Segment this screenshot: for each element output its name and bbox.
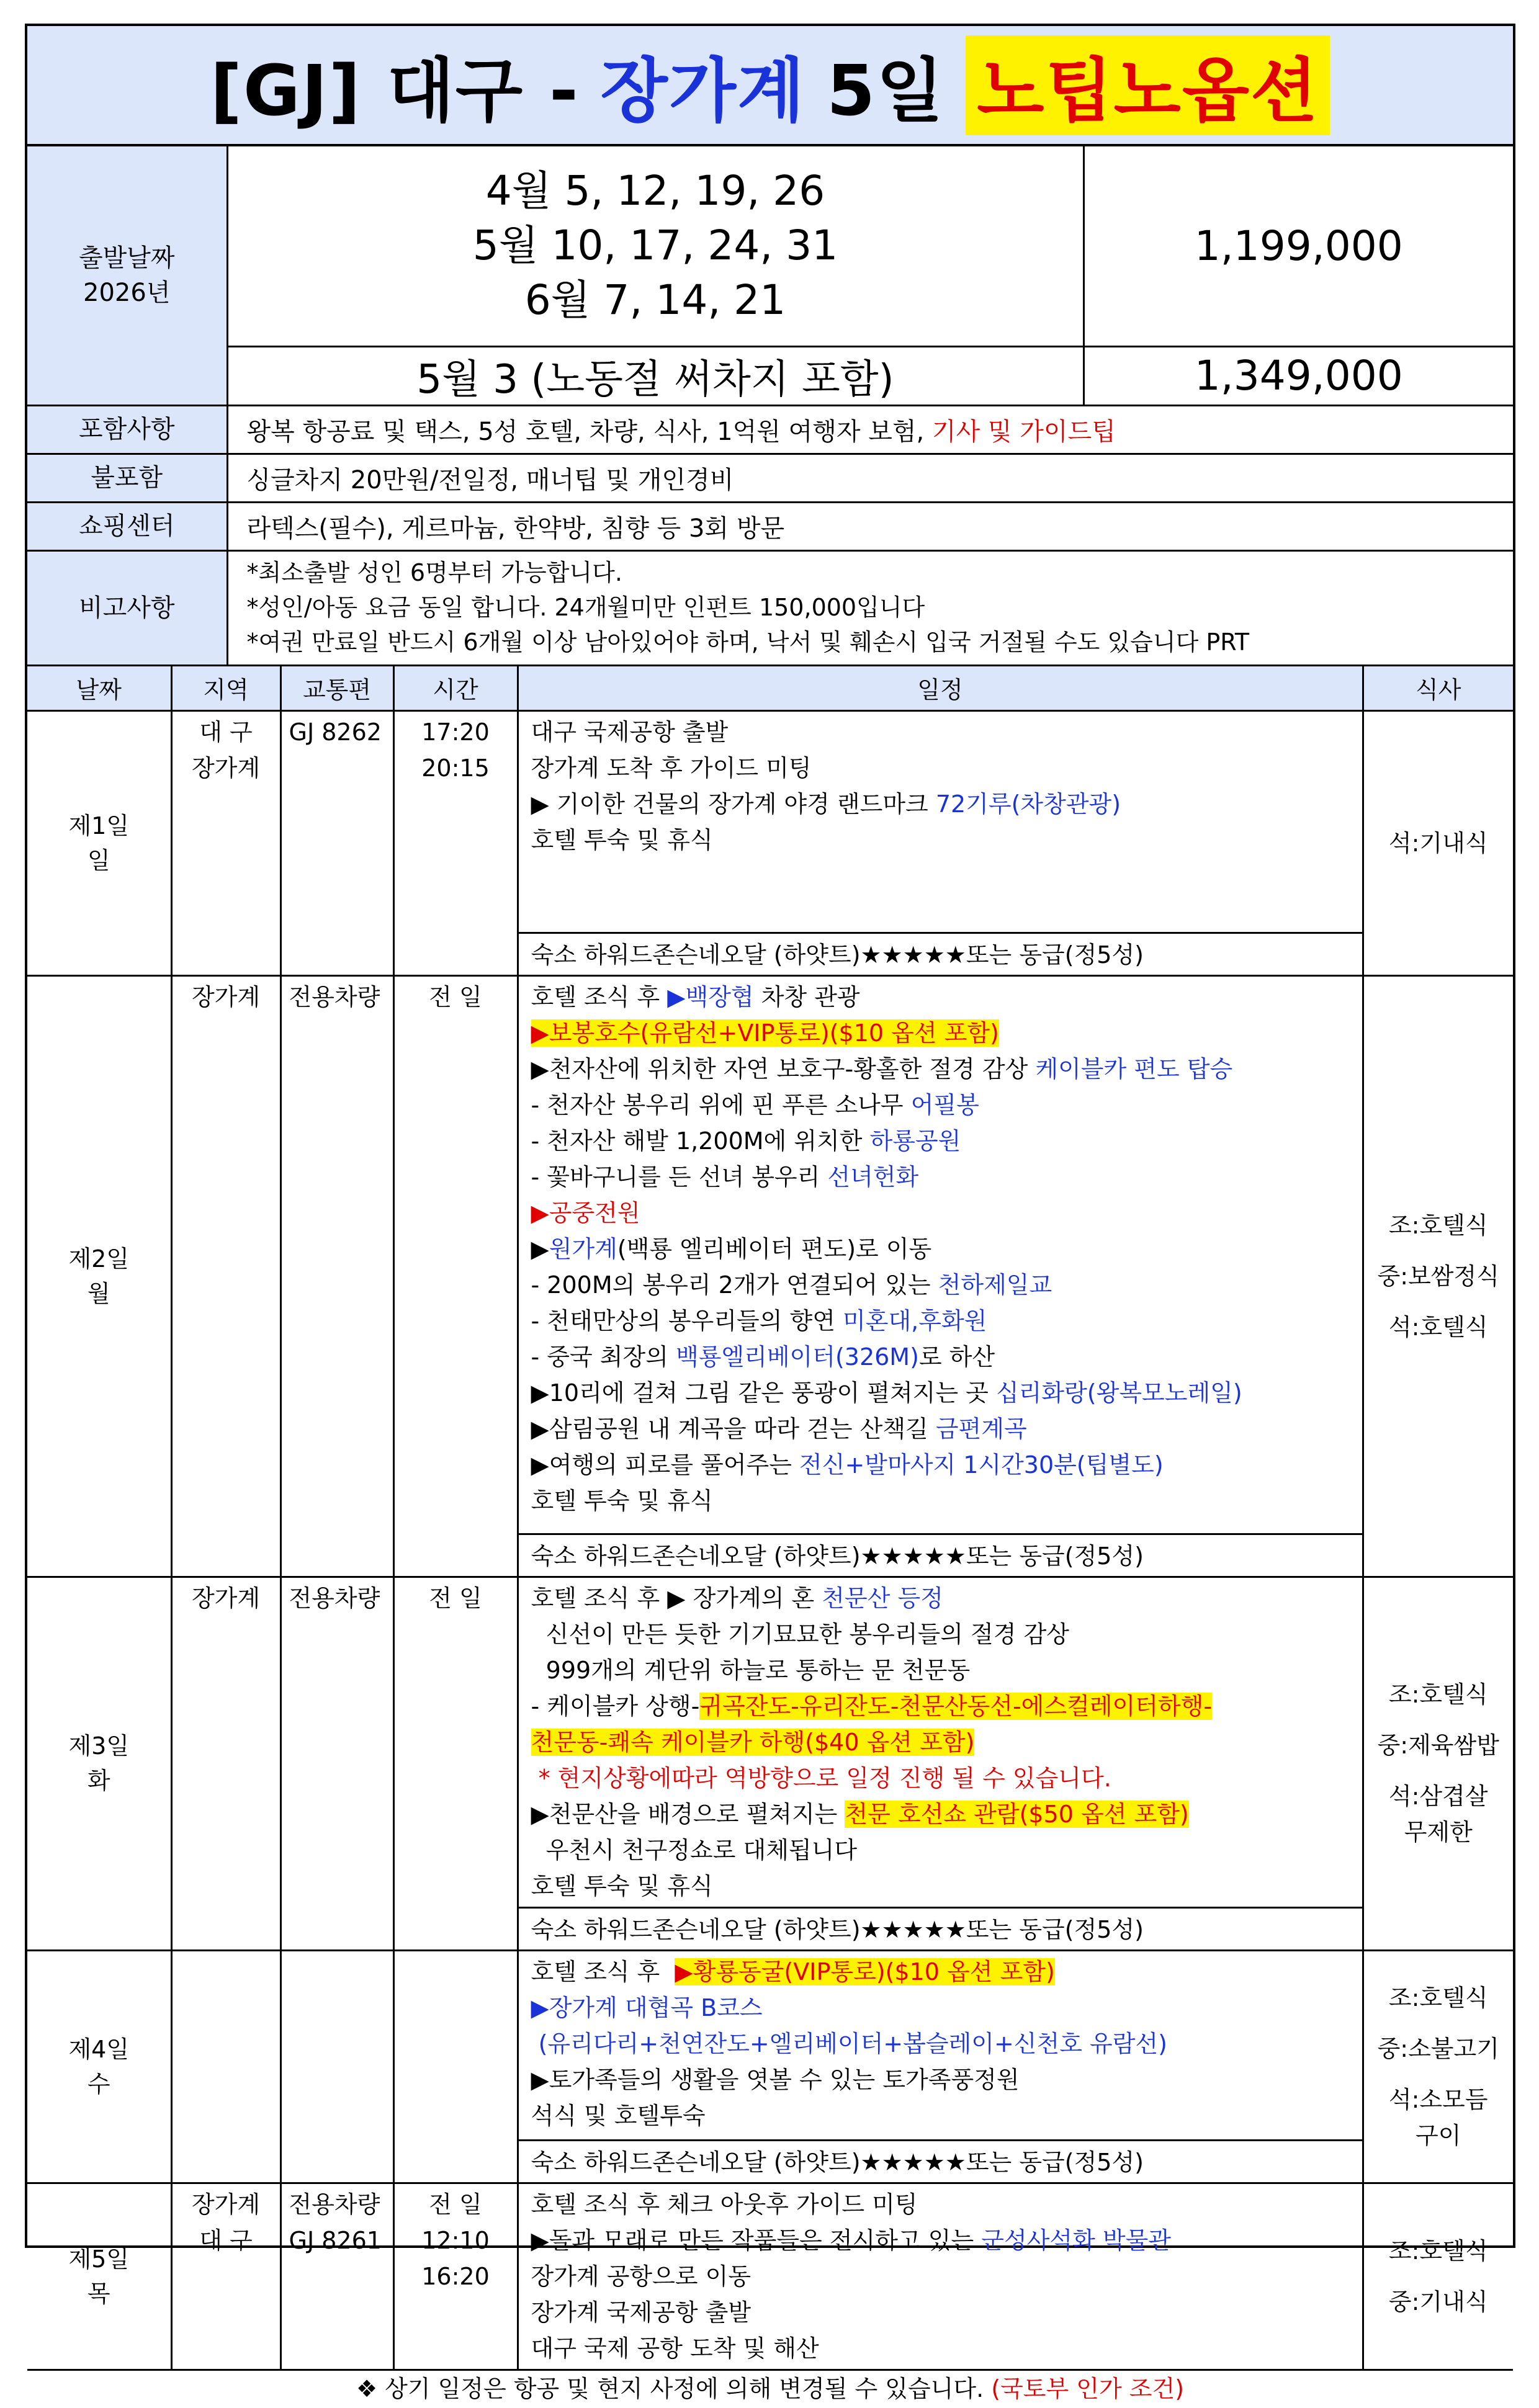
itinerary-text: ▶황룡동굴(VIP통로)($10 옵션 포함)	[675, 1958, 1055, 1985]
itinerary-line	[531, 1580, 1362, 1616]
transport-cell	[280, 1950, 393, 2183]
notes-text	[227, 550, 1513, 665]
meal-line: 석:호텔식	[1388, 1313, 1488, 1341]
special-date: 5월 3 (노동절 써차지 포함)	[227, 346, 1084, 405]
itinerary-text: 원가계	[549, 1235, 617, 1263]
meals-cell	[1363, 1950, 1513, 2183]
meals-cell	[1363, 2183, 1513, 2370]
title-badge: 노팁노옵션	[966, 35, 1330, 135]
time-line: 전 일	[429, 983, 482, 1011]
header-date: 날짜	[27, 666, 171, 711]
itinerary-text: - 중국 최장의	[531, 1343, 676, 1371]
transport-line: GJ 8262	[289, 718, 382, 746]
itinerary-text: 대구 국제 공항 도착 및 해산	[531, 2334, 819, 2362]
itinerary-text: 케이블카 편도 탑승	[1035, 1055, 1233, 1083]
region-cell	[171, 2183, 280, 2370]
itinerary-text: - 천자산 봉우리 위에 핀 푸른 소나무	[531, 1091, 911, 1119]
itinerary-line	[531, 1724, 1362, 1760]
date-line: 4월 5, 12, 19, 26	[485, 167, 825, 215]
meal-line	[1364, 1243, 1514, 1258]
itinerary-text: 석식 및 호텔투숙	[531, 2101, 706, 2129]
itinerary-text: ▶토가족들의 생활을 엿볼 수 있는 토가족풍정원	[531, 2066, 1020, 2093]
region-cell	[171, 1577, 280, 1950]
meal-line	[1364, 2016, 1514, 2031]
itinerary-line	[531, 1051, 1362, 1087]
departure-label: 출발날짜 2026년	[27, 146, 227, 405]
itinerary-text: 호텔 투숙 및 휴식	[531, 1487, 713, 1515]
itinerary-line	[531, 1832, 1362, 1868]
itinerary-line	[531, 822, 1362, 858]
shopping-text: 라텍스(필수), 게르마늄, 한약방, 침향 등 3회 방문	[227, 502, 1513, 550]
title-route: [GJ] 대구 -	[210, 50, 580, 132]
meal-line: 조:호텔식	[1388, 1984, 1488, 2012]
meal-line: 무제한	[1404, 1819, 1473, 1846]
itinerary-text: 999개의 계단위 하늘로 통하는 문 천문동	[531, 1656, 971, 1684]
meals-cell	[1363, 710, 1513, 975]
schedule-table	[27, 666, 1513, 2371]
itinerary-text: 로 하산	[918, 1343, 995, 1371]
time-line: 전 일	[429, 1584, 482, 1612]
itinerary-text: 장가계 도착 후 가이드 미팅	[531, 754, 812, 782]
itinerary-text: ▶	[531, 1235, 549, 1263]
meal-line: 조:호텔식	[1388, 2237, 1488, 2265]
date-line: 5월 10, 17, 24, 31	[472, 222, 838, 270]
date-line: 6월 7, 14, 21	[524, 276, 786, 324]
region-line: 장가계	[191, 754, 261, 782]
day-cell	[27, 1577, 171, 1950]
region-line: 대 구	[199, 2226, 253, 2254]
itinerary-text: 전신+발마사지 1시간30분(팁별도)	[799, 1451, 1164, 1479]
day-label: 제2일	[68, 1245, 130, 1273]
itinerary-text: 십리화랑(왕복모노레일)	[995, 1379, 1242, 1407]
day-label: 수	[87, 2070, 110, 2098]
day-row	[27, 1577, 1513, 1907]
header-region: 지역	[171, 666, 280, 711]
itinerary-line	[531, 2330, 1362, 2366]
title-duration: 5일	[827, 50, 945, 132]
transport-line: GJ 8261	[289, 2226, 382, 2254]
itinerary-line	[531, 1375, 1362, 1411]
itinerary-text: 백룡엘리베이터(326M)	[676, 1343, 919, 1371]
itinerary-text: 차창 관광	[753, 983, 860, 1011]
itinerary-text: ▶보봉호수(유람선+VIP통로)($10 옵션 포함)	[531, 1019, 999, 1047]
time-line: 전 일	[429, 2190, 482, 2218]
transport-cell	[280, 975, 393, 1577]
itinerary-line	[531, 1087, 1362, 1123]
transport-cell	[280, 710, 393, 975]
itinerary-text: ▶돌과 모래로 만든 작품들은 전시하고 있는	[531, 2226, 982, 2254]
itinerary-cell	[518, 1577, 1363, 1907]
transport-line: 전용차량	[289, 1584, 380, 1612]
itinerary-text: 호텔 투숙 및 휴식	[531, 1872, 713, 1900]
itinerary-text: ▶장가계 대협곡 B코스	[531, 1994, 763, 2021]
day-label: 제1일	[68, 812, 130, 839]
day-cell	[27, 2183, 171, 2370]
itinerary-text: 군성사석화 박물관	[981, 2226, 1171, 2254]
itinerary-text: ▶10리에 걸쳐 그림 같은 풍광이 펼쳐지는 곳	[531, 1379, 996, 1407]
itinerary-line	[531, 2294, 1362, 2330]
region-cell	[171, 710, 280, 975]
time-line: 17:20	[421, 718, 490, 746]
itinerary-cell	[518, 975, 1363, 1534]
time-cell	[393, 2183, 518, 2370]
itinerary-text: 미혼대,후화원	[843, 1307, 987, 1335]
itinerary-line	[531, 1303, 1362, 1339]
region-line: 대 구	[199, 718, 253, 746]
day-label: 월	[87, 1279, 110, 1307]
meal-line: 조:호텔식	[1388, 1681, 1488, 1708]
itinerary-line	[531, 1339, 1362, 1375]
hotel-info: 숙소 하워드존슨네오달 (하얏트)★★★★★또는 동급(정5성)	[518, 1907, 1363, 1950]
transport-cell	[280, 2183, 393, 2370]
itinerary-line	[531, 1616, 1362, 1652]
day-label: 목	[87, 2280, 110, 2307]
time-cell	[393, 975, 518, 1577]
itinerary-text: ▶삼림공원 내 계곡을 따라 걷는 산책길	[531, 1415, 936, 1443]
itinerary-text: 대구 국제공항 출발	[531, 718, 729, 746]
day-label: 제4일	[68, 2035, 130, 2063]
footer-note: ❖ 상기 일정은 항공 및 현지 사정에 의해 변경될 수 있습니다. (국토부 인가 조건)	[356, 2374, 1185, 2402]
itinerary-cell	[518, 1950, 1363, 2140]
itinerary-text: 호텔 조식 후 ▶ 장가계의 혼	[531, 1584, 822, 1612]
itinerary-line	[531, 979, 1362, 1015]
itinerary-line	[531, 1483, 1362, 1519]
meal-line: 석:기내식	[1388, 829, 1488, 857]
region-cell	[171, 1950, 280, 2183]
itinerary-text: - 천태만상의 봉우리들의 향연	[531, 1307, 843, 1335]
day-cell	[27, 975, 171, 1577]
meal-line: 중:보쌈정식	[1377, 1262, 1499, 1290]
itinerary-text: 천문산 등정	[822, 1584, 943, 1612]
info-table	[27, 146, 1513, 666]
itinerary-text: ▶천문산을 배경으로 펼쳐지는	[531, 1800, 845, 1828]
day-row	[27, 710, 1513, 933]
day-label: 화	[87, 1767, 110, 1794]
time-cell	[393, 1577, 518, 1950]
time-cell	[393, 710, 518, 975]
hotel-info: 숙소 하워드존슨네오달 (하얏트)★★★★★또는 동급(정5성)	[518, 1534, 1363, 1577]
itinerary-text: - 200M의 봉우리 2개가 연결되어 있는	[531, 1271, 938, 1299]
itinerary-text: - 케이블카 상행-	[531, 1692, 700, 1720]
itinerary-text: 귀곡잔도-유리잔도-천문산동선-에스컬레이터하행-	[699, 1692, 1213, 1720]
itinerary-text: 호텔 조식 후	[531, 983, 668, 1011]
itinerary-text: 신선이 만든 듯한 기기묘묘한 봉우리들의 절경 감상	[531, 1620, 1070, 1648]
itinerary-line	[531, 1868, 1362, 1904]
excluded-text: 싱글차지 20만원/전일정, 매너팁 및 개인경비	[227, 454, 1513, 502]
itinerary-line	[531, 2098, 1362, 2134]
itinerary-line	[531, 1015, 1362, 1051]
day-row	[27, 975, 1513, 1534]
itinerary-sheet	[25, 24, 1515, 2402]
meal-line: 중:소불고기	[1377, 2034, 1499, 2062]
itinerary-text: ▶ 기이한 건물의 장가계 야경 랜드마크	[531, 790, 936, 818]
day-cell	[27, 1950, 171, 2183]
header-transport: 교통편	[280, 666, 393, 711]
itinerary-line	[531, 2062, 1362, 2098]
itinerary-cell	[518, 710, 1363, 933]
meal-line: 석:소모듬	[1388, 2085, 1488, 2113]
itinerary-line	[531, 1652, 1362, 1688]
itinerary-text: 금편계곡	[935, 1415, 1027, 1443]
transport-line: 전용차량	[289, 2190, 380, 2218]
note-line: *성인/아동 요금 동일 합니다. 24개월미만 인펀트 150,000입니다	[246, 593, 925, 621]
itinerary-line	[531, 1267, 1362, 1303]
hotel-info: 숙소 하워드존슨네오달 (하얏트)★★★★★또는 동급(정5성)	[518, 2140, 1363, 2183]
itinerary-text: ▶여행의 피로를 풀어주는	[531, 1451, 800, 1479]
meal-line: 조:호텔식	[1388, 1211, 1488, 1239]
time-line: 20:15	[421, 754, 490, 782]
itinerary-text: * 현지상황에따라 역방향으로 일정 진행 될 수 있습니다.	[531, 1764, 1111, 1792]
itinerary-line	[531, 1411, 1362, 1447]
meals-cell	[1363, 975, 1513, 1577]
itinerary-text: 천문동-쾌속 케이블카 하행($40 옵션 포함)	[531, 1728, 975, 1756]
itinerary-text: 선녀헌화	[827, 1163, 919, 1191]
meals-cell	[1363, 1577, 1513, 1950]
transport-cell	[280, 1577, 393, 1950]
day-label: 제5일	[68, 2245, 130, 2273]
itinerary-text: 장가계 공항으로 이동	[531, 2262, 752, 2290]
itinerary-text: 우천시 천구정쇼로 대체됩니다	[531, 1836, 858, 1864]
transport-line: 전용차량	[289, 983, 380, 1011]
itinerary-line	[531, 1231, 1362, 1267]
header-itinerary: 일정	[518, 666, 1363, 711]
itinerary-text: ▶천자산에 위치한 자연 보호구-황홀한 절경 감상	[531, 1055, 1036, 1083]
itinerary-text: 어필봉	[910, 1091, 979, 1119]
included-text: 왕복 항공료 및 택스, 5성 호텔, 차량, 식사, 1억원 여행자 보험, 기사 및 가이드팁	[227, 405, 1513, 454]
price: 1,199,000	[1084, 146, 1513, 346]
time-cell	[393, 1950, 518, 2183]
page-title	[27, 26, 1513, 146]
itinerary-line	[531, 1990, 1362, 2026]
region-line: 장가계	[191, 983, 261, 1011]
meal-line	[1364, 1763, 1514, 1778]
meal-line: 중:제육쌈밥	[1377, 1732, 1499, 1759]
itinerary-line	[531, 1195, 1362, 1231]
hotel-info: 숙소 하워드존슨네오달 (하얏트)★★★★★또는 동급(정5성)	[518, 933, 1363, 975]
day-cell	[27, 710, 171, 975]
itinerary-line	[531, 750, 1362, 786]
meal-line	[1364, 2067, 1514, 2082]
itinerary-line	[531, 1447, 1362, 1483]
itinerary-text: 호텔 조식 후 체크 아웃후 가이드 미팅	[531, 2190, 918, 2218]
title-destination: 장가계	[600, 50, 806, 132]
day-row	[27, 1950, 1513, 2140]
itinerary-text: 72기루(차창관광)	[935, 790, 1121, 818]
itinerary-line	[531, 786, 1362, 822]
itinerary-text: 장가계 국제공항 출발	[531, 2298, 752, 2326]
itinerary-line	[531, 2186, 1362, 2222]
itinerary-text: 호텔 투숙 및 휴식	[531, 826, 713, 854]
meal-line: 중:기내식	[1388, 2288, 1488, 2316]
region-line: 장가계	[191, 2190, 261, 2218]
day-label: 제3일	[68, 1732, 130, 1760]
region-line: 장가계	[191, 1584, 261, 1612]
departure-dates	[227, 146, 1084, 346]
itinerary-line	[531, 2026, 1362, 2062]
itinerary-text: 천문 호선쇼 관람($50 옵션 포함)	[845, 1800, 1189, 1828]
itinerary-text: 천하제일교	[938, 1271, 1052, 1299]
meal-line	[1364, 1712, 1514, 1727]
meal-line: 석:삼겹살	[1388, 1783, 1488, 1810]
itinerary-line	[531, 1688, 1362, 1724]
itinerary-line	[531, 1796, 1362, 1832]
itinerary-line	[531, 2222, 1362, 2258]
included-label: 포함사항	[27, 405, 227, 454]
special-price: 1,349,000	[1084, 346, 1513, 405]
note-line: *여권 만료일 반드시 6개월 이상 남아있어야 하며, 낙서 및 훼손시 입국 거절될 수도 있습니다 PRT	[246, 628, 1250, 656]
itinerary-text: - 천자산 해발 1,200M에 위치한	[531, 1127, 870, 1155]
itinerary-cell	[518, 2183, 1363, 2370]
itinerary-line	[531, 2258, 1362, 2294]
itinerary-text: - 꽃바구니를 든 선녀 봉우리	[531, 1163, 828, 1191]
itinerary-line	[531, 1159, 1362, 1195]
meal-line	[1364, 2269, 1514, 2284]
header-meals: 식사	[1363, 666, 1513, 711]
itinerary-text: 하룡공원	[869, 1127, 961, 1155]
meal-line: 구이	[1416, 2121, 1461, 2149]
itinerary-line	[531, 714, 1362, 750]
meal-line	[1364, 1294, 1514, 1309]
region-cell	[171, 975, 280, 1577]
itinerary-line	[531, 1954, 1362, 1990]
itinerary-text: (백룡 엘리베이터 편도)로 이동	[617, 1235, 932, 1263]
itinerary-text: 호텔 조식 후	[531, 1958, 675, 1985]
time-line: 12:10	[421, 2226, 490, 2254]
day-row	[27, 2183, 1513, 2370]
notes-label: 비고사항	[27, 550, 227, 665]
note-line: *최소출발 성인 6명부터 가능합니다.	[246, 558, 622, 586]
itinerary-line	[531, 1760, 1362, 1796]
time-line: 16:20	[421, 2262, 490, 2290]
itinerary-text: ▶공중전원	[531, 1199, 640, 1227]
excluded-label: 불포함	[27, 454, 227, 502]
day-label: 일	[87, 846, 110, 874]
itinerary-text: (유리다리+천연잔도+엘리베이터+봅슬레이+신천호 유람선)	[531, 2030, 1167, 2057]
shopping-label: 쇼핑센터	[27, 502, 227, 550]
header-time: 시간	[393, 666, 518, 711]
itinerary-text: ▶백장협	[667, 983, 754, 1011]
itinerary-line	[531, 1123, 1362, 1159]
